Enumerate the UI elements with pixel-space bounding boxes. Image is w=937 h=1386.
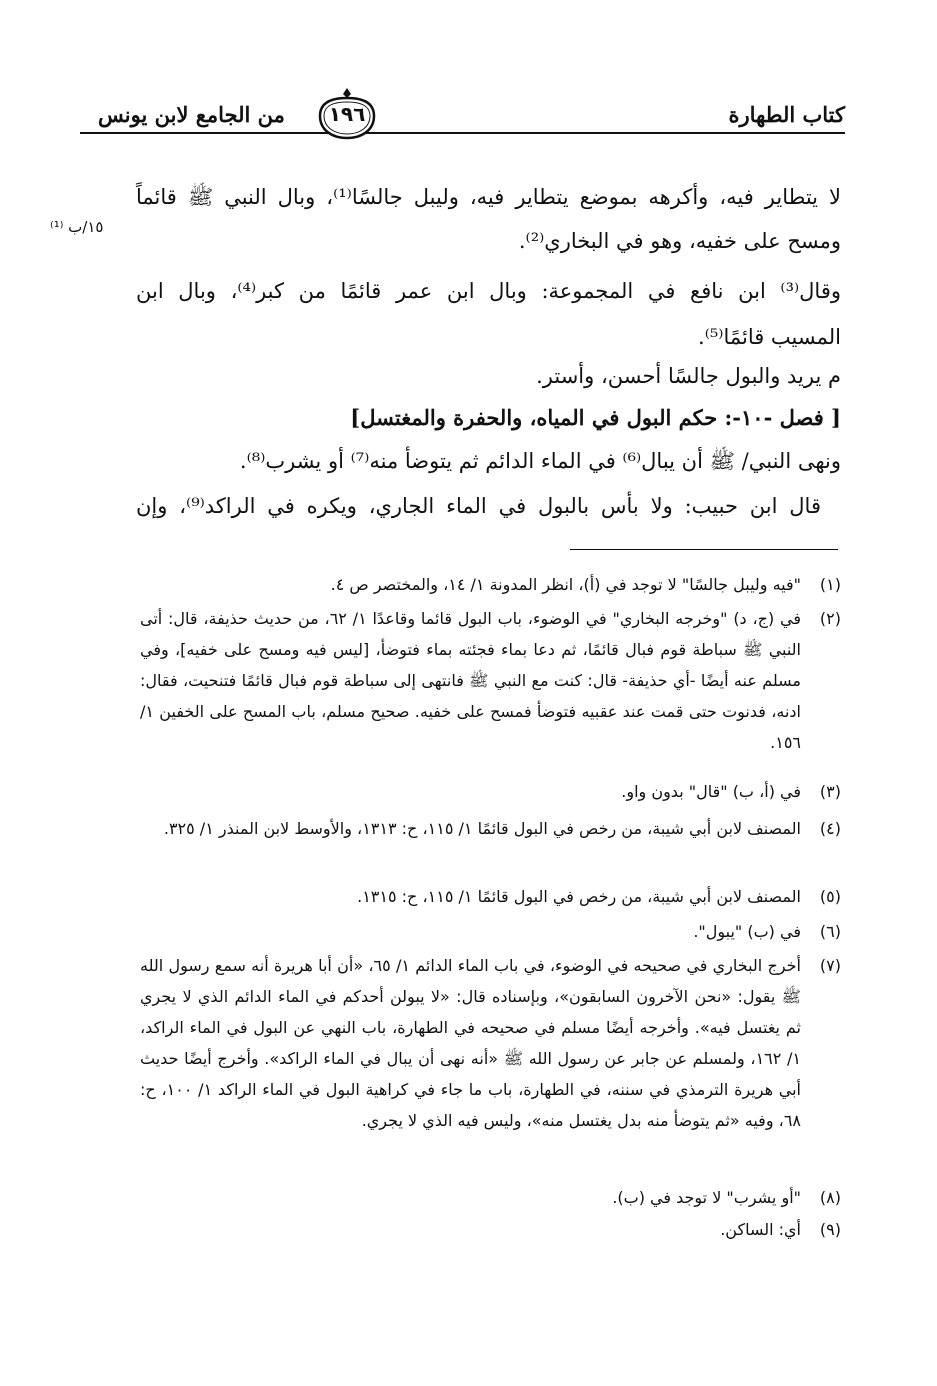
footnote-7 bbox=[140, 950, 841, 1136]
footnote-text: المصنف لابن أبي شيبة، من رخص في البول قائمًا ١/ ١١٥، ح: ١٣١٥. bbox=[357, 887, 801, 906]
body-line-5: م يريد والبول جالسًا أحسن، وأستر. bbox=[536, 364, 841, 388]
footnote-8 bbox=[140, 1182, 841, 1213]
footnote-text: أخرج البخاري في صحيحه في الوضوء، في باب الماء الدائم ١/ ٦٥، «أن أبا هريرة أنه سمع رسول الله ﷺ يقول: «نحن الآخرون السابقون»، وبإسناده قال: «لا يبولن أحدكم في الماء الدائم الذي لا يجري ثم يغتسل فيه». وأخرجه أيضًا مسلم في صحيحه في الطهارة، باب النهي عن البول في الماء الراكد، ١/ ١٦٢، ولمسلم عن جابر عن رسول الله ﷺ «أنه نهى أن يبال في الماء الراكد». وأخرج أيضًا حديث أبي هريرة الترمذي في سننه، في الطهارة، باب ما جاء في كراهية البول في الماء الراكد ١/ ١٠٠، ح: ٦٨، وفيه «ثم يتوضأ منه بدل يغتسل منه»، وليس فيه الذي لا يجري. bbox=[140, 956, 802, 1130]
footnote-number: (٣) bbox=[819, 782, 841, 801]
footnote-6 bbox=[140, 916, 841, 947]
footnote-1 bbox=[140, 569, 841, 600]
footnote-number: (٦) bbox=[819, 922, 841, 941]
footnote-text: "أو يشرب" لا توجد في (ب). bbox=[612, 1188, 801, 1207]
footnote-number: (١) bbox=[819, 575, 841, 594]
footnote-text: في (أ، ب) "قال" بدون واو. bbox=[621, 782, 801, 801]
footnote-text: في (ب) "يبول". bbox=[693, 922, 801, 941]
body-line-8: قال ابن حبيب: ولا بأس بالبول في الماء الجاري، ويكره في الراكد⁽⁹⁾، وإن bbox=[136, 494, 821, 518]
body-line-3: وقال⁽³⁾ ابن نافع في المجموعة: وبال ابن عمر قائمًا من كبر⁽⁴⁾، وبال ابن bbox=[136, 279, 842, 303]
footnote-separator bbox=[570, 549, 838, 550]
footnote-number: (٧) bbox=[819, 956, 841, 975]
footnote-number: (٥) bbox=[819, 887, 841, 906]
footnote-text: في (ج، د) "وخرجه البخاري" في الوضوء، باب البول قائما وقاعدًا ١/ ٦٢، من حديث حذيفة، قال: أتى النبي ﷺ سباطة قوم فبال قائمًا، ثم دعا بماء فجئته بماء فتوضأ، [ليس فيه ومسح على خفيه]، وفي مسلم عنه أيضًا -أي حذيفة- قال: كنت مع النبي ﷺ فانتهى إلى سباطة قوم فبال قائمًا فتنحيت، فقال: ادنه، فدنوت حتى قمت عند عقبيه فتوضأ فمسح على خفيه. صحيح مسلم، باب المسح على الخفين ١/ ١٥٦. bbox=[140, 609, 801, 752]
page-number-ornament bbox=[312, 86, 382, 144]
body-line-7: ونهى النبي/ ﷺ أن يبال⁽⁶⁾ في الماء الدائم ثم يتوضأ منه⁽⁷⁾ أو يشرب⁽⁸⁾. bbox=[239, 449, 841, 473]
header-rule bbox=[80, 132, 845, 134]
footnote-4 bbox=[140, 813, 841, 844]
body-line-4: المسيب قائمًا⁽⁵⁾. bbox=[698, 325, 841, 349]
footnote-3 bbox=[140, 776, 841, 807]
page-number: ١٩٦ bbox=[328, 102, 366, 126]
footnote-text: أي: الساكن. bbox=[720, 1220, 801, 1239]
footnote-5 bbox=[140, 881, 841, 912]
running-header bbox=[80, 100, 845, 140]
footnote-number: (٩) bbox=[819, 1220, 841, 1239]
body-line-1: لا يتطاير فيه، وأكرهه بموضع يتطاير فيه، وليبل جالسًا⁽¹⁾، وبال النبي ﷺ قائماً bbox=[136, 185, 841, 209]
book-title: كتاب الطهارة bbox=[728, 102, 845, 127]
source-title: من الجامع لابن يونس bbox=[98, 102, 285, 127]
margin-folio-note: ١٥/ب ⁽¹⁾ bbox=[50, 218, 104, 236]
footnote-text: "فيه وليبل جالسًا" لا توجد في (أ)، انظر المدونة ١/ ١٤، والمختصر ص ٤. bbox=[330, 575, 801, 594]
footnote-number: (٢) bbox=[819, 609, 841, 628]
footnote-number: (٤) bbox=[819, 819, 841, 838]
footnote-number: (٨) bbox=[819, 1188, 841, 1207]
body-line-2: ومسح على خفيه، وهو في البخاري⁽²⁾. bbox=[518, 229, 841, 253]
footnote-9 bbox=[140, 1214, 841, 1245]
footnote-2 bbox=[140, 603, 841, 758]
footnote-text: المصنف لابن أبي شيبة، من رخص في البول قائمًا ١/ ١١٥، ح: ١٣١٣، والأوسط لابن المنذر ١/ ٣٢٥. bbox=[163, 819, 801, 838]
section-heading: [ فصل -١٠-: حكم البول في المياه، والحفرة والمغتسل] bbox=[350, 405, 841, 430]
